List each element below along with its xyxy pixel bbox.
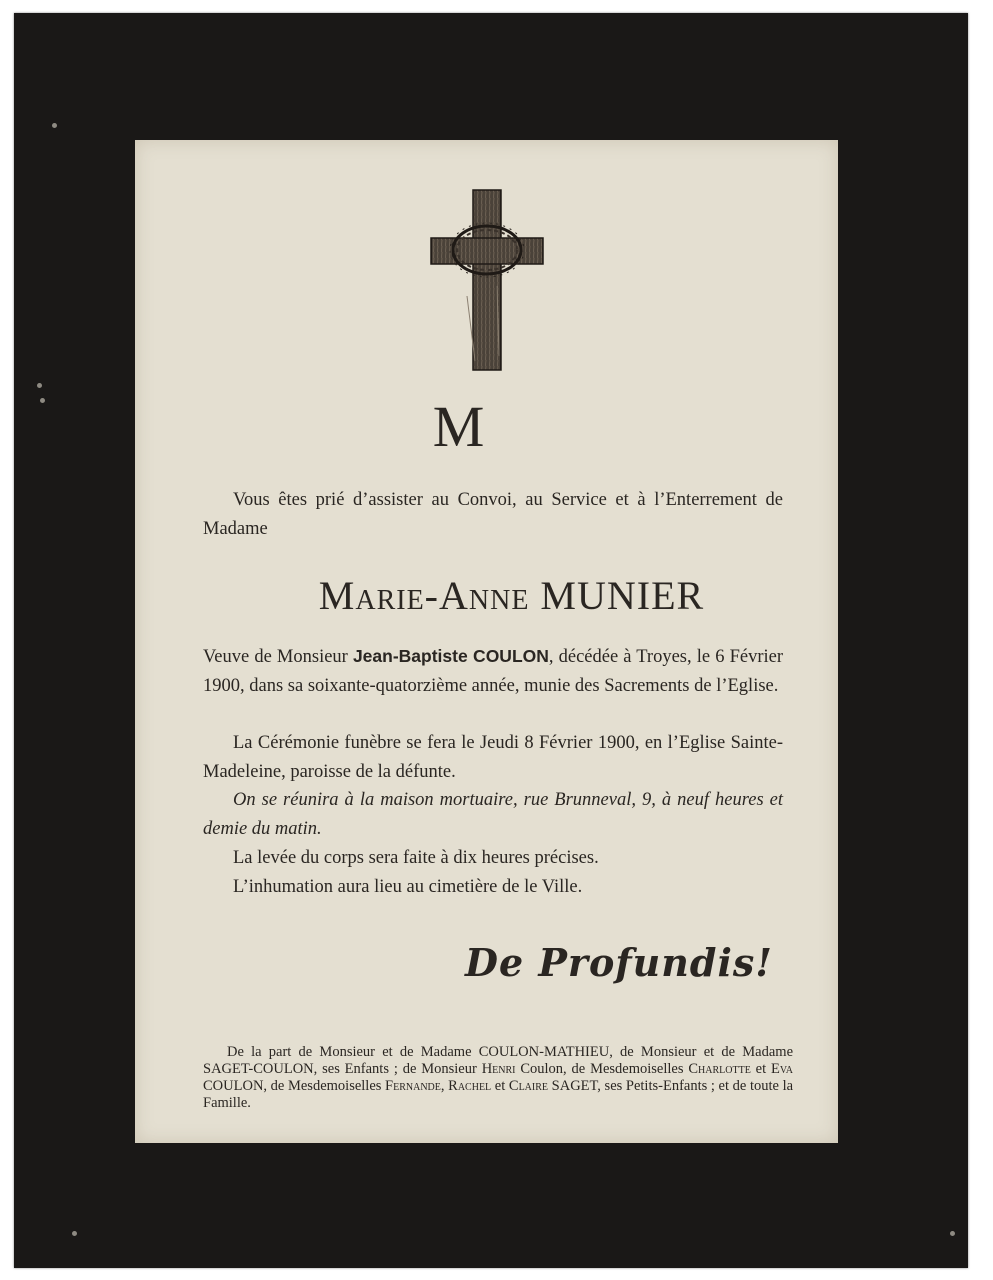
de-profundis-heading: De Profundis! (465, 940, 773, 985)
family-text: De la part de Monsieur et de Madame COULON-MATHIEU, de Monsieur et de Madame SAGET-COULON, ses Enfants ; de Monsieur (203, 1044, 793, 1077)
family-text: SAGET, ses Petits-Enfants ; et de toute la Famille. (203, 1078, 794, 1111)
funeral-notice-card (135, 140, 838, 1143)
family-text: COULON, de Mesdemoiselles (203, 1078, 386, 1094)
family-text: et (491, 1078, 509, 1094)
widow-paragraph (203, 642, 783, 701)
family-name-rachel: Rachel (448, 1078, 492, 1094)
family-text: et (750, 1061, 771, 1077)
death-details: , décédée à Troyes, le 6 Février 1900, dans sa soixante-quatorzième année, munie des Sacrements de l’Eglise. (203, 647, 783, 696)
burial-paragraph: L’inhumation aura lieu au cimetière de le Ville. (233, 877, 583, 897)
mount-pinhole (37, 383, 42, 388)
levee-paragraph: La levée du corps sera faite à dix heures précises. (233, 848, 599, 868)
ceremony-paragraph: La Cérémonie funèbre se fera le Jeudi 8 Février 1900, en l’Eglise Sainte-Madeleine, paroisse de la défunte. (203, 733, 783, 782)
deceased-name: Marie-Anne MUNIER (318, 573, 705, 618)
husband-name: Jean-Baptiste COULON (352, 646, 549, 666)
mount-pinhole (72, 1231, 77, 1236)
family-name-henri: Henri (481, 1061, 516, 1077)
family-text: , (440, 1078, 449, 1094)
family-name-fernande: Fernande (385, 1078, 441, 1094)
salutation-initial: M (432, 394, 485, 459)
cross-with-crown-of-thorns-icon (427, 186, 547, 376)
invitation-paragraph: Vous êtes prié d’assister au Convoi, au Service et à l’Enterrement de Madame (203, 490, 783, 539)
family-name-charlotte: Charlotte (688, 1061, 751, 1077)
mount-pinhole (52, 123, 57, 128)
widow-intro: Veuve de Monsieur (203, 647, 353, 667)
family-name-eva: Eva (770, 1061, 793, 1077)
family-text: Coulon, de Mesdemoiselles (515, 1061, 689, 1077)
mount-pinhole (40, 398, 45, 403)
family-name-claire: Claire (508, 1078, 549, 1094)
gathering-paragraph: On se réunira à la maison mortuaire, rue Brunneval, 9, à neuf heures et demie du matin. (203, 790, 783, 839)
mount-pinhole (950, 1231, 955, 1236)
family-announcement (203, 1044, 793, 1112)
